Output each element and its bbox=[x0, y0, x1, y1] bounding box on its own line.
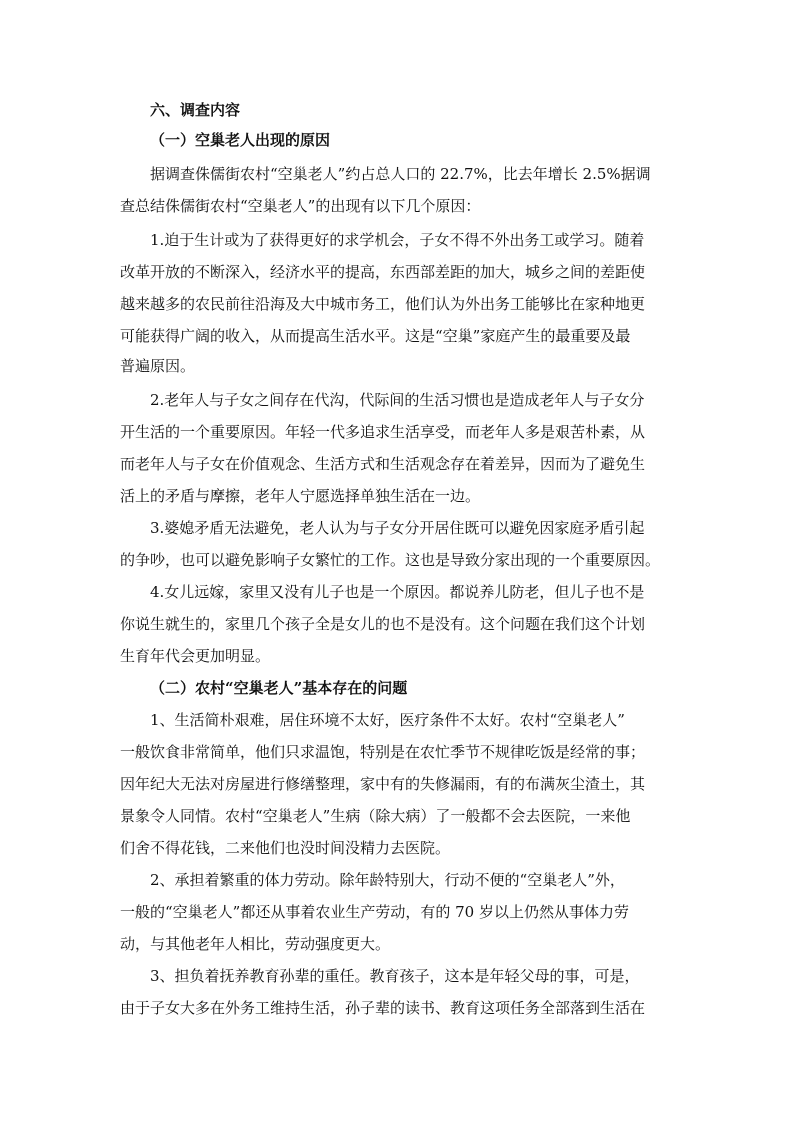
paragraph-line: 因年纪大无法对房屋进行修缮整理，家中有的失修漏雨，有的布满灰尘渣土，其 bbox=[120, 775, 646, 793]
paragraph-line: 活上的矛盾与摩擦，老年人宁愿选择单独生活在一边。 bbox=[120, 487, 481, 505]
paragraph-line: 一般的“空巢老人”都还从事着农业生产劳动，有的 70 岁以上仍然从事体力劳 bbox=[120, 903, 629, 921]
paragraph-line: 1、生活简朴艰难，居住环境不太好，医疗条件不太好。农村“空巢老人” bbox=[150, 711, 625, 729]
paragraph-line: 开生活的一个重要原因。年轻一代多追求生活享受，而老年人多是艰苦朴素，从 bbox=[120, 423, 646, 441]
paragraph-line: 一般饮食非常简单，他们只求温饱，特别是在农忙季节不规律吃饭是经常的事； bbox=[120, 743, 646, 761]
paragraph-line: 越来越多的农民前往沿海及大中城市务工，他们认为外出务工能够比在家种地更 bbox=[120, 295, 646, 313]
paragraph-line: 动，与其他老年人相比，劳动强度更大。 bbox=[120, 935, 391, 953]
paragraph-line: 由于子女大多在外务工维持生活，孙子辈的读书、教育这项任务全部落到生活在 bbox=[120, 999, 646, 1017]
paragraph-line: 1.迫于生计或为了获得更好的求学机会，子女不得不外出务工或学习。随着 bbox=[150, 231, 645, 249]
paragraph-line: 的争吵，也可以避免影响子女繁忙的工作。这也是导致分家出现的一个重要原因。 bbox=[120, 551, 661, 569]
paragraph-line: 生育年代会更加明显。 bbox=[120, 647, 271, 665]
paragraph-line: 改革开放的不断深入，经济水平的提高，东西部差距的加大，城乡之间的差距使 bbox=[120, 263, 646, 281]
paragraph-line: 3、担负着抚养教育孙辈的重任。教育孩子，这本是年轻父母的事，可是， bbox=[150, 967, 640, 985]
paragraph-line: 3.婆媳矛盾无法避免，老人认为与子女分开居住既可以避免因家庭矛盾引起 bbox=[150, 519, 645, 537]
paragraph-line: 你说生就生的，家里几个孩子全是女儿的也不是没有。这个问题在我们这个计划 bbox=[120, 615, 646, 633]
subsection-heading-2: （二）农村“空巢老人”基本存在的问题 bbox=[150, 679, 408, 697]
paragraph-line: 2、承担着繁重的体力劳动。除年龄特别大，行动不便的“空巢老人”外， bbox=[150, 871, 625, 889]
section-heading: 六、调查内容 bbox=[150, 101, 241, 119]
paragraph-line: 而老年人与子女在价值观念、生活方式和生活观念存在着差异，因而为了避免生 bbox=[120, 455, 646, 473]
paragraph-line: 可能获得广阔的收入，从而提高生活水平。这是“空巢”家庭产生的最重要及最 bbox=[120, 327, 631, 345]
paragraph-line: 2.老年人与子女之间存在代沟，代际间的生活习惯也是造成老年人与子女分 bbox=[150, 391, 645, 409]
paragraph-line: 们舍不得花钱，二来他们也没时间没精力去医院。 bbox=[120, 839, 451, 857]
paragraph-line: 普遍原因。 bbox=[120, 357, 196, 375]
subsection-heading-1: （一）空巢老人出现的原因 bbox=[150, 131, 331, 149]
paragraph-line: 查总结侏儒街农村“空巢老人”的出现有以下几个原因： bbox=[120, 197, 481, 215]
paragraph-line: 据调查侏儒街农村“空巢老人”约占总人口的 22.7%，比去年增长 2.5%据调 bbox=[150, 165, 651, 183]
paragraph-line: 4.女儿远嫁，家里又没有儿子也是一个原因。都说养儿防老，但儿子也不是 bbox=[150, 583, 645, 601]
paragraph-line: 景象令人同情。农村“空巢老人”生病（除大病）了一般都不会去医院，一来他 bbox=[120, 807, 631, 825]
